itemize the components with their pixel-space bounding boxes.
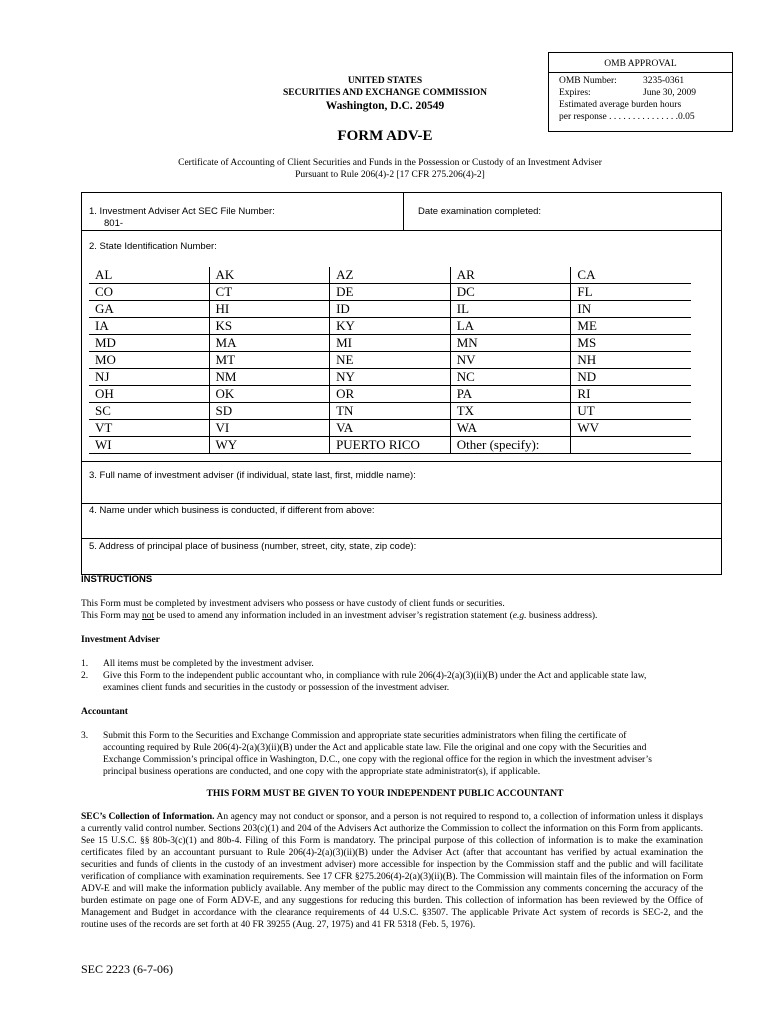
state-cell[interactable]: DC [450, 284, 571, 301]
state-cell[interactable]: AR [450, 267, 571, 284]
state-cell[interactable]: PA [450, 386, 571, 403]
state-cell[interactable]: SD [209, 403, 330, 420]
state-cell[interactable]: KY [330, 318, 451, 335]
instruction-item-1 [81, 658, 681, 670]
state-row [89, 301, 691, 318]
agency-line1: UNITED STATES [347, 76, 423, 86]
state-row [89, 386, 691, 403]
adviser-full-name-field[interactable]: 3. Full name of investment adviser (if individual, state last, first, middle name): [89, 470, 416, 481]
state-cell[interactable]: TX [450, 403, 571, 420]
item-text: examines client funds and securities in the custody or possession of the investment adviser. [103, 683, 450, 693]
item-text: principal business operations are conducted, and one copy with the appropriate state administrator(s), if applicable. [103, 767, 541, 777]
state-cell[interactable]: WY [209, 437, 330, 454]
omb-expires-value: June 30, 2009 [643, 88, 697, 98]
item-text: All items must be completed by the investment adviser. [103, 659, 314, 669]
state-cell[interactable]: ND [571, 369, 691, 386]
state-cell[interactable]: VI [209, 420, 330, 437]
item-number: 3. [81, 731, 89, 741]
state-row [89, 420, 691, 437]
state-cell[interactable]: MD [89, 335, 209, 352]
state-cell[interactable]: AK [209, 267, 330, 284]
subtitle-line1: Certificate of Accounting of Client Securities and Funds in the Possession or Custody of an Investment Adviser [178, 158, 602, 168]
state-cell[interactable]: GA [89, 301, 209, 318]
state-cell[interactable]: WA [450, 420, 571, 437]
state-id-table [89, 267, 691, 454]
sec-file-number-label: 1. Investment Adviser Act SEC File Number: [89, 206, 275, 217]
state-cell[interactable]: OR [330, 386, 451, 403]
instructions-heading: INSTRUCTIONS [81, 574, 153, 585]
state-cell[interactable]: NH [571, 352, 691, 369]
sec-collection-body: An agency may not conduct or sponsor, and a person is not required to respond to, a collection of information unless it displays a currently valid control number. Sections 203(c)(1) and 204 of the Advisers Act authorize the Commission to collect the information on this Form from applicants. See 15 U.S.C. §§ 80b-3(c)(1) and 80b-4. Filing of this Form is mandatory. The principal purpose of this collection of information is to make the examination certificates filed by an accountant pursuant to Rule 206(4)-2(a)(3)(ii)(B) under the Adviser Act (after that accountant has verified by actual examination the securities and funds of clients in the custody of an investment adviser) more accessible for inspection by the Commission staff and the public and will facilitate verification of compliance with examination requirements. See 17 CFR §275.206(4)-2(a)(3)(ii)(B). The Commission will maintain files of the information on Form ADV-E and will make the information publicly available. Any member of the public may direct to the Commission any comments concerning the accuracy of the burden estimate on page one of Form ADV-E, and any suggestions for reducing this burden. This collection of information has been reviewed by the Office of Management and Budget in accordance with the clearance requirements of 44 U.S.C. §3507. The applicable Private Act system of records is SEC-2, and the routine uses of the records are set forth at 40 FR 39255 (Aug. 27, 1975) and 41 FR 5318 (Feb. 5, 1976). [81, 812, 703, 930]
state-cell[interactable]: TN [330, 403, 451, 420]
p1-text-c: business address). [526, 611, 598, 621]
instructions-p1-line1: This Form must be completed by investment advisers who possess or have custody of client funds or securities. [81, 599, 505, 609]
form-fields-box [81, 192, 722, 575]
state-row [89, 369, 691, 386]
state-id-label: 2. State Identification Number: [89, 241, 217, 252]
state-cell[interactable]: MS [571, 335, 691, 352]
state-row [89, 267, 691, 284]
state-cell[interactable]: HI [209, 301, 330, 318]
item-text: Give this Form to the independent public accountant who, in compliance with rule 206(4)-2(a)(3)(ii)(B) under the Act and applicable state law, [103, 671, 647, 681]
form-title: FORM ADV-E [337, 128, 433, 144]
sec-collection-heading: SEC’s Collection of Information. [81, 812, 215, 822]
form-number-footer: SEC 2223 (6-7-06) [81, 962, 173, 976]
must-give-notice: THIS FORM MUST BE GIVEN TO YOUR INDEPENDENT PUBLIC ACCOUNTANT [206, 789, 564, 799]
state-cell[interactable]: WV [571, 420, 691, 437]
state-row [89, 318, 691, 335]
state-cell[interactable]: DE [330, 284, 451, 301]
agency-line2: SECURITIES AND EXCHANGE COMMISSION [282, 88, 488, 98]
state-cell[interactable]: ID [330, 301, 451, 318]
state-cell[interactable]: UT [571, 403, 691, 420]
state-row [89, 437, 691, 454]
state-cell[interactable]: Other (specify): [450, 437, 571, 454]
agency-header [270, 75, 500, 112]
state-cell[interactable]: CO [89, 284, 209, 301]
item-text: Exchange Commission’s principal office in Washington, D.C., one copy with the regional office for the region in which the investment adviser’s [103, 755, 652, 765]
form-subtitle [60, 157, 720, 181]
omb-burden-line2: per response . . . . . . . . . . . . . . .0.05 [559, 112, 695, 122]
state-cell[interactable]: IN [571, 301, 691, 318]
sec-collection-paragraph [81, 811, 703, 931]
state-cell[interactable]: IA [89, 318, 209, 335]
state-row [89, 284, 691, 301]
state-cell[interactable]: NY [330, 369, 451, 386]
state-cell[interactable]: VT [89, 420, 209, 437]
state-cell[interactable]: OH [89, 386, 209, 403]
date-examination-field[interactable]: Date examination completed: [418, 206, 542, 217]
row-divider [82, 503, 721, 504]
item-number: 1. [81, 659, 89, 669]
state-cell[interactable]: CA [571, 267, 691, 284]
instruction-item-3 [81, 730, 681, 778]
state-cell[interactable]: NV [450, 352, 571, 369]
sec-file-number-field[interactable]: 801- [104, 218, 124, 229]
item-number: 2. [81, 671, 89, 681]
omb-divider [549, 72, 732, 73]
state-cell[interactable]: NC [450, 369, 571, 386]
state-cell[interactable]: WI [89, 437, 209, 454]
agency-city: Washington, D.C. 20549 [325, 100, 445, 112]
state-row [89, 352, 691, 369]
state-cell[interactable]: KS [209, 318, 330, 335]
state-cell[interactable]: LA [450, 318, 571, 335]
omb-number-value: 3235-0361 [643, 76, 685, 86]
principal-address-field[interactable]: 5. Address of principal place of business (number, street, city, state, zip code): [89, 541, 417, 552]
state-cell[interactable]: NM [209, 369, 330, 386]
state-cell[interactable]: MA [209, 335, 330, 352]
state-cell[interactable]: RI [571, 386, 691, 403]
field-divider [403, 193, 404, 230]
state-cell[interactable]: MI [330, 335, 451, 352]
state-row [89, 403, 691, 420]
omb-approval-box [548, 52, 733, 132]
row-divider [82, 538, 721, 539]
state-cell[interactable]: PUERTO RICO [330, 437, 451, 454]
omb-burden-line1: Estimated average burden hours [559, 100, 682, 110]
state-cell[interactable]: FL [571, 284, 691, 301]
item-text: Submit this Form to the Securities and Exchange Commission and appropriate state securities administrators when filing the certificate of [103, 731, 627, 741]
omb-number-label: OMB Number: [559, 76, 617, 86]
accountant-heading: Accountant [81, 707, 128, 717]
state-cell[interactable]: ME [571, 318, 691, 335]
state-cell[interactable]: CT [209, 284, 330, 301]
state-cell[interactable]: NE [330, 352, 451, 369]
p1-text-a: This Form may [81, 611, 142, 621]
row-divider [82, 461, 721, 462]
state-cell[interactable]: NJ [89, 369, 209, 386]
item-text: accounting required by Rule 206(4)-2(a)(3)(ii)(B) under the Act and applicable state law. File the original and one copy with the Securities and [103, 743, 647, 753]
p1-text-b: be used to amend any information included in an investment adviser’s registration statement ( [154, 611, 513, 621]
state-cell[interactable]: AZ [330, 267, 451, 284]
omb-expires-label: Expires: [559, 88, 591, 98]
state-cell[interactable]: VA [330, 420, 451, 437]
state-row [89, 335, 691, 352]
state-cell[interactable]: AL [89, 267, 209, 284]
investment-adviser-heading: Investment Adviser [81, 635, 160, 645]
state-cell[interactable]: MO [89, 352, 209, 369]
state-cell[interactable]: OK [209, 386, 330, 403]
p1-eg: e.g. [512, 611, 527, 621]
instructions-p1-line2 [81, 610, 597, 622]
state-cell[interactable]: MN [450, 335, 571, 352]
instruction-item-2 [81, 670, 681, 694]
state-cell[interactable] [571, 437, 691, 454]
p1-not: not [141, 611, 155, 621]
subtitle-line2: Pursuant to Rule 206(4)-2 [17 CFR 275.206(4)-2] [295, 170, 485, 180]
state-cell[interactable]: SC [89, 403, 209, 420]
state-cell[interactable]: MT [209, 352, 330, 369]
row-divider [82, 230, 721, 231]
state-cell[interactable]: IL [450, 301, 571, 318]
omb-title: OMB APPROVAL [604, 59, 677, 69]
business-name-field[interactable]: 4. Name under which business is conducted, if different from above: [89, 505, 375, 516]
